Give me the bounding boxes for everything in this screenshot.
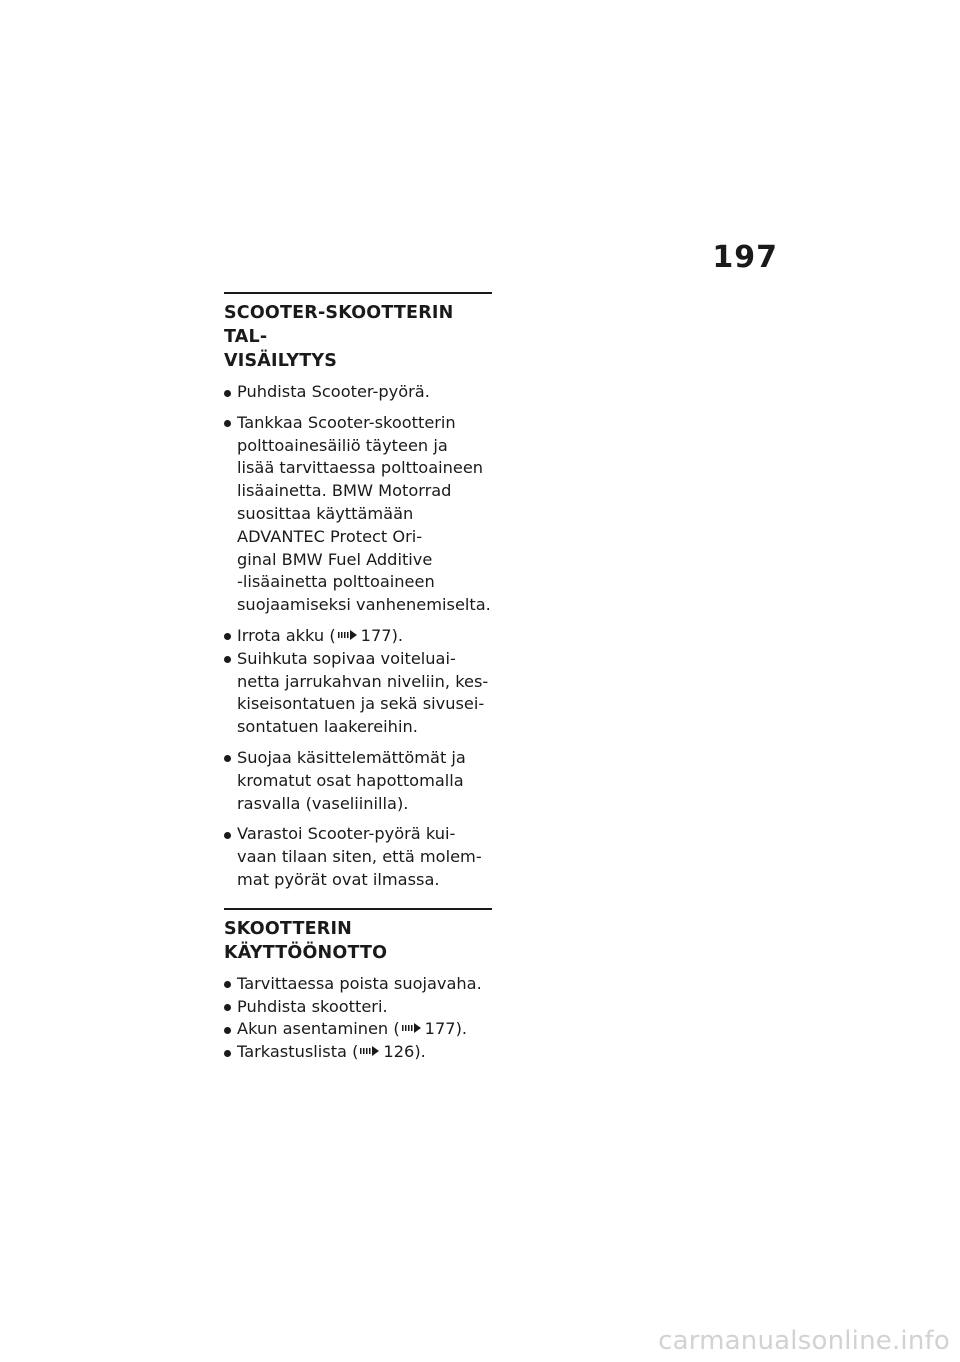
ref-prefix: Akun asentaminen ( bbox=[237, 1019, 400, 1039]
list-item bbox=[224, 625, 492, 648]
list-item-text bbox=[237, 1018, 492, 1041]
ref-suffix: ). bbox=[455, 1019, 468, 1039]
bullet-icon bbox=[224, 633, 231, 640]
list-item-text: vaan tilaan siten, että molem- bbox=[237, 847, 482, 867]
step-list bbox=[224, 973, 492, 1064]
section-divider bbox=[224, 292, 492, 294]
list-item bbox=[224, 412, 492, 617]
list-item-text: Puhdista skootteri. bbox=[237, 996, 388, 1016]
list-item bbox=[224, 823, 492, 891]
list-item-text: Suihkuta sopivaa voiteluai- bbox=[237, 648, 456, 668]
list-item-text: Puhdista Scooter-pyörä. bbox=[237, 382, 430, 401]
list-item bbox=[224, 381, 492, 404]
ref-suffix: ). bbox=[391, 625, 404, 645]
bullet-icon bbox=[224, 832, 231, 839]
section-title-line: VISÄILYTYS bbox=[224, 351, 338, 371]
list-item-text: Varastoi Scooter-pyörä kui- bbox=[237, 824, 456, 844]
list-item-text: kromatut osat hapottomalla bbox=[237, 770, 464, 790]
bullet-icon bbox=[224, 420, 231, 427]
list-item-text: -lisäainetta polttoaineen bbox=[237, 572, 435, 592]
page-reference-arrow-icon bbox=[360, 1046, 380, 1056]
list-item bbox=[224, 996, 492, 1019]
list-item-text: mat pyörät ovat ilmassa. bbox=[237, 869, 440, 889]
ref-prefix: Tarkastuslista ( bbox=[237, 1042, 359, 1062]
list-item-text bbox=[237, 1041, 492, 1064]
page-reference-arrow-icon bbox=[402, 1023, 422, 1033]
list-item-text: Tankkaa Scooter-skootterin bbox=[237, 412, 456, 432]
list-item-text: ADVANTEC Protect Ori- bbox=[237, 526, 423, 546]
section-title-line: SCOOTER-SKOOTTERIN TAL- bbox=[224, 303, 454, 347]
list-item bbox=[224, 747, 492, 815]
bullet-icon bbox=[224, 390, 231, 397]
list-item bbox=[224, 1041, 492, 1064]
list-item-text: suojaamiseksi vanhenemiselta. bbox=[237, 595, 491, 615]
list-item-text: polttoainesäiliö täyteen ja bbox=[237, 435, 448, 455]
watermark: carmanualsonline.info bbox=[658, 1326, 950, 1356]
bullet-icon bbox=[224, 755, 231, 762]
list-item bbox=[224, 648, 492, 739]
list-item-text bbox=[237, 625, 492, 648]
bullet-icon bbox=[224, 981, 231, 988]
list-item-text: lisää tarvittaessa polttoaineen bbox=[237, 458, 484, 478]
bullet-icon bbox=[224, 656, 231, 663]
list-item-text: rasvalla (vaseliinilla). bbox=[237, 793, 409, 813]
list-item-text: sontatuen laakereihin. bbox=[237, 717, 418, 737]
page-number: 197 bbox=[712, 240, 778, 275]
section-title bbox=[224, 301, 492, 373]
list-item-text: lisäainetta. BMW Motorrad bbox=[237, 481, 452, 501]
list-item-text: ginal BMW Fuel Additive bbox=[237, 549, 433, 569]
content-column bbox=[224, 292, 492, 1064]
section-title bbox=[224, 917, 492, 965]
section-title-line: KÄYTTÖÖNOTTO bbox=[224, 942, 388, 963]
page-reference-link[interactable]: 177 bbox=[424, 1019, 456, 1039]
section-divider bbox=[224, 908, 492, 910]
list-item bbox=[224, 973, 492, 996]
section-commissioning bbox=[224, 908, 492, 1064]
list-item-text: suosittaa käyttämään bbox=[237, 503, 414, 523]
page-reference-link[interactable]: 177 bbox=[360, 625, 392, 645]
list-item bbox=[224, 1018, 492, 1041]
ref-suffix: ). bbox=[414, 1042, 426, 1062]
bullet-icon bbox=[224, 1004, 231, 1011]
step-list bbox=[224, 381, 492, 892]
list-item-text: netta jarrukahvan niveliin, kes- bbox=[237, 671, 489, 691]
section-title-line: SKOOTTERIN bbox=[224, 918, 352, 939]
page-reference-link[interactable]: 126 bbox=[383, 1042, 415, 1062]
bullet-icon bbox=[224, 1027, 231, 1034]
section-winter-storage bbox=[224, 292, 492, 892]
list-item-text: Suojaa käsittelemättömät ja bbox=[237, 747, 466, 767]
list-item-text: kiseisontatuen ja sekä sivusei- bbox=[237, 694, 485, 714]
ref-prefix: Irrota akku ( bbox=[237, 625, 336, 645]
page-reference-arrow-icon bbox=[338, 630, 358, 640]
list-item-text: Tarvittaessa poista suojavaha. bbox=[237, 973, 482, 993]
bullet-icon bbox=[224, 1050, 231, 1057]
